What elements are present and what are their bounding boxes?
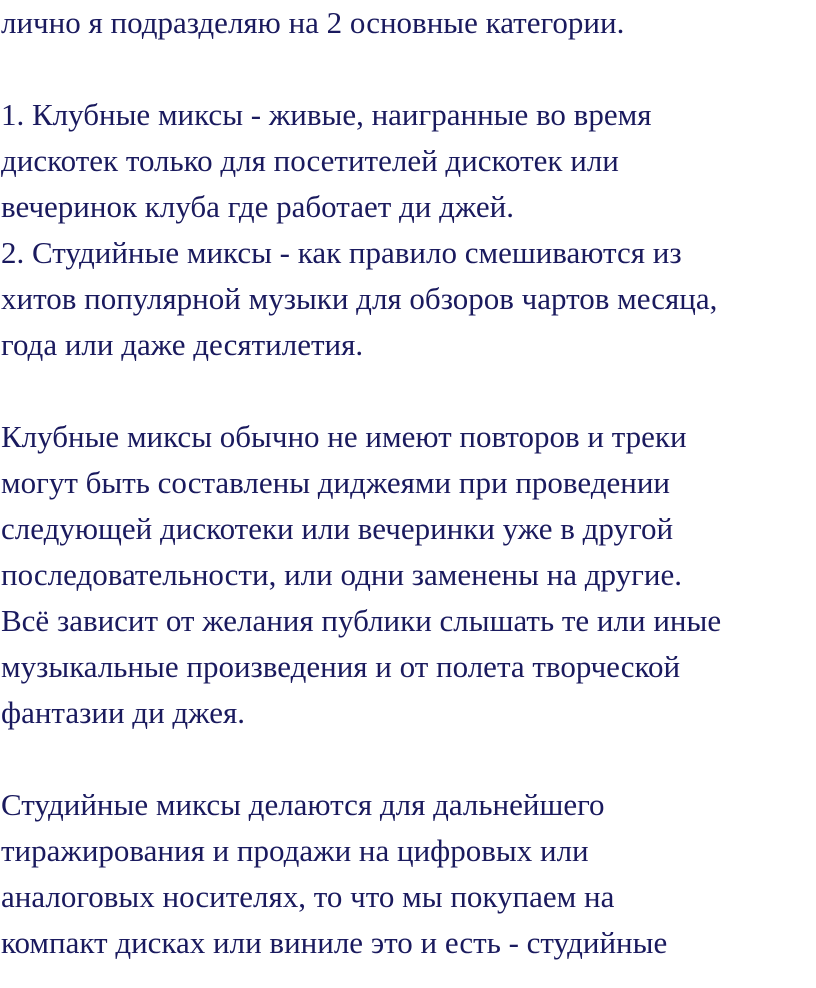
- text-line: последовательности, или одни заменены на другие.: [1, 557, 682, 592]
- paragraph-spacer: [0, 46, 816, 92]
- text-line: года или даже десятилетия.: [1, 327, 364, 362]
- text-line: вечеринок клуба где работает ди джей.: [1, 189, 514, 224]
- paragraph-spacer: [0, 368, 816, 414]
- text-line: 2. Студийные миксы - как правило смешиваются из: [1, 235, 682, 270]
- text-line: компакт дисках или виниле это и есть - студийные: [1, 925, 668, 960]
- text-line: фантазии ди джея.: [1, 695, 245, 730]
- text-line: тиражирования и продажи на цифровых или: [1, 833, 589, 868]
- text-line: 1. Клубные миксы - живые, наигранные во время: [1, 97, 652, 132]
- paragraph-spacer: [0, 736, 816, 782]
- text-line: дискотек только для посетителей дискотек или: [1, 143, 619, 178]
- text-line: Всё зависит от желания публики слышать те или иные: [1, 603, 722, 638]
- text-line: следующей дискотеки или вечеринки уже в другой: [1, 511, 674, 546]
- text-line: Студийные миксы делаются для дальнейшего: [1, 787, 605, 822]
- text-line: лично я подразделяю на 2 основные категории.: [1, 5, 625, 40]
- text-line: хитов популярной музыки для обзоров чартов месяца,: [1, 281, 718, 316]
- text-line: Клубные миксы обычно не имеют повторов и треки: [1, 419, 687, 454]
- text-line: могут быть составлены диджеями при проведении: [1, 465, 671, 500]
- text-line: музыкальные произведения и от полета творческой: [1, 649, 681, 684]
- text-line: аналоговых носителях, то что мы покупаем на: [1, 879, 615, 914]
